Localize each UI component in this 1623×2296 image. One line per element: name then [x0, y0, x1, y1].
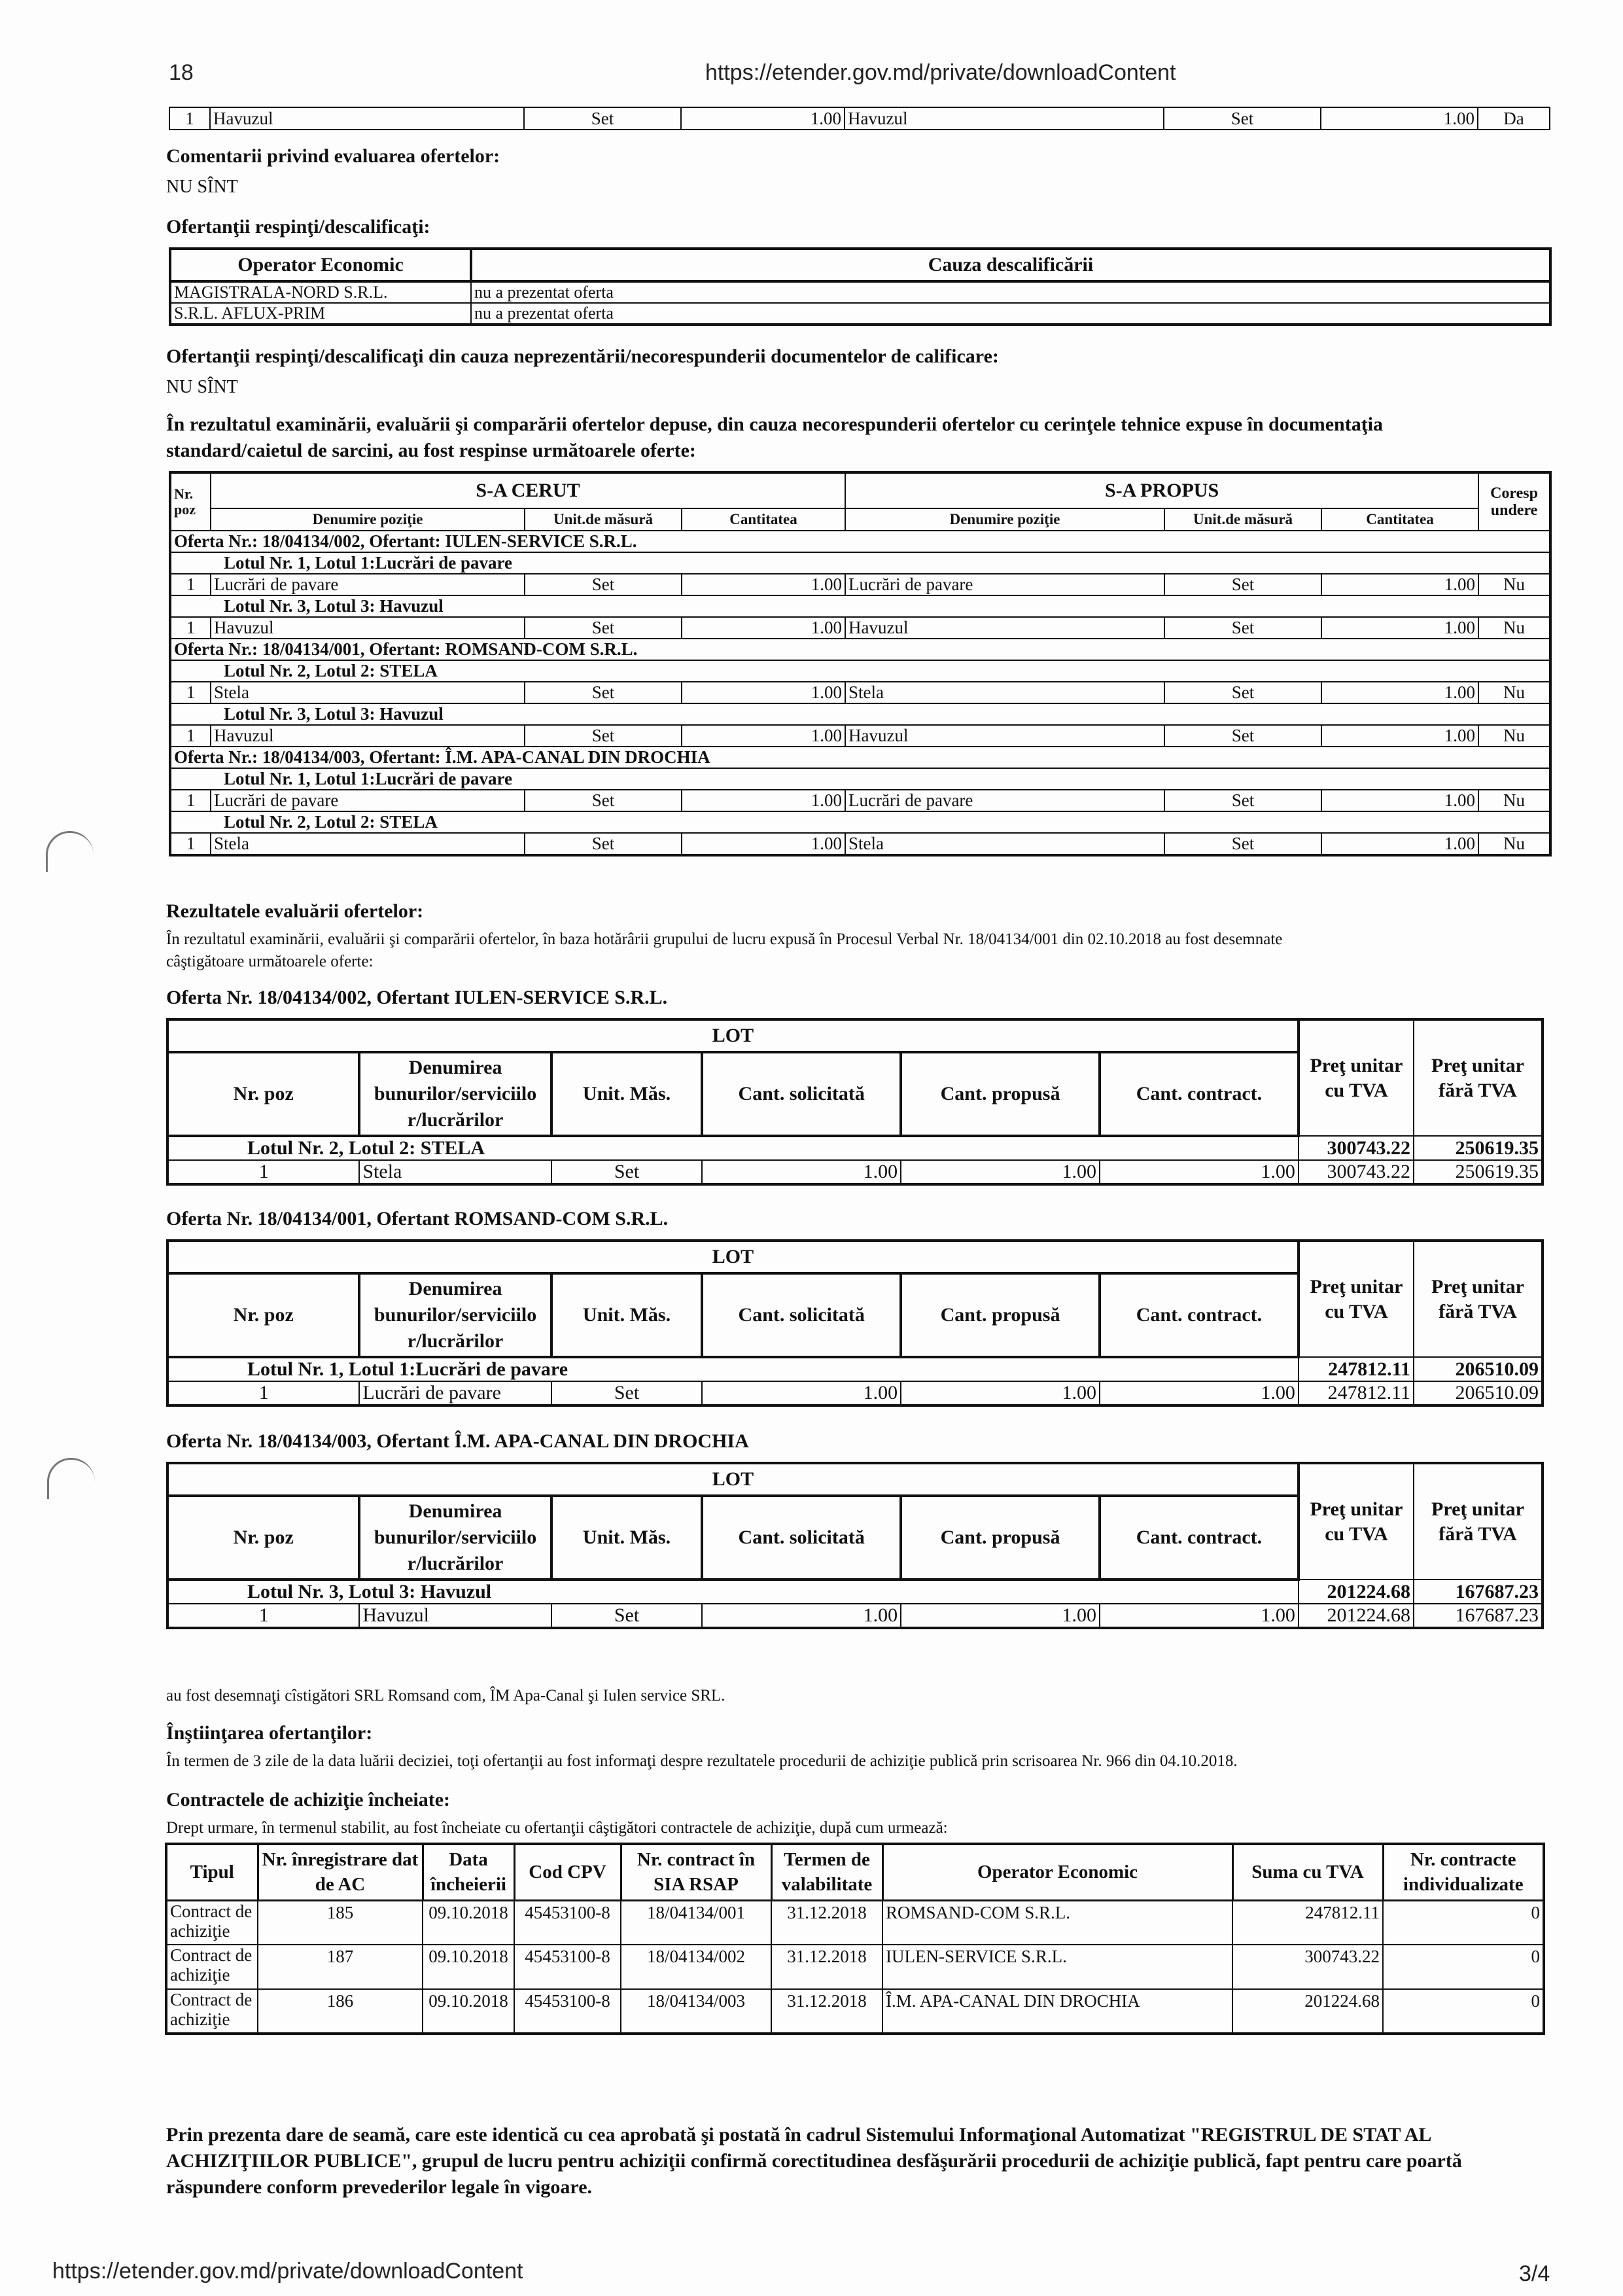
unit-mas-header: Unit. Măs. — [551, 1496, 703, 1580]
tech-cell-nr: 1 — [170, 617, 211, 639]
tech-h-um1: Unit.de măsură — [525, 508, 682, 531]
rejected-col-cause: Cauza descalificării — [471, 249, 1550, 281]
item-cant-sol: 1.00 — [702, 1381, 901, 1405]
item-cant-prop: 1.00 — [901, 1381, 1100, 1405]
contracts-table — [165, 1843, 1545, 2035]
offer-lot-label: Lotul Nr. 3, Lotul 3: Havuzul — [167, 1580, 1299, 1604]
tech-cell-cant-cerut: 1.00 — [682, 833, 845, 855]
contract-cell-nr-inregistrare: 187 — [258, 1945, 423, 1989]
tech-cell-coresp: Nu — [1478, 833, 1550, 855]
cant-contract-header: Cant. contract. — [1100, 1496, 1299, 1580]
tech-cell-um-cerut: Set — [525, 790, 682, 811]
comments-title: Comentarii privind evaluarea ofertelor: — [166, 145, 500, 167]
offer-title: Oferta Nr. 18/04134/001, Ofertant ROMSAND-COM S.R.L. — [166, 1208, 669, 1229]
tech-offer-label: Oferta Nr.: 18/04134/003, Ofertant: Î.M. APA-CANAL DIN DROCHIA — [170, 747, 1550, 768]
contract-row — [166, 1900, 1544, 1945]
tech-cell-coresp: Nu — [1478, 574, 1550, 595]
tech-intro-line2: standard/caietul de sarcini, au fost respinse următoarele oferte: — [166, 440, 696, 461]
offer-lot-label: Lotul Nr. 1, Lotul 1:Lucrări de pavare — [167, 1357, 1299, 1381]
tech-offer-label: Oferta Nr.: 18/04134/001, Ofertant: ROMSAND-COM S.R.L. — [170, 639, 1550, 660]
item-nr: 1 — [167, 1604, 359, 1628]
rejected-cause-1: nu a prezentat oferta — [471, 281, 1550, 303]
final-line3: răspundere conform prevederilor legale în vigoare. — [166, 2176, 593, 2198]
tech-cell-cant-propus: 1.00 — [1321, 725, 1478, 747]
cant-propusa-header: Cant. propusă — [901, 1273, 1100, 1357]
contracts-h-termen: Termen de valabilitate — [771, 1844, 882, 1900]
tech-cell-nr: 1 — [170, 790, 211, 811]
tech-cell-um-propus: Set — [1164, 574, 1321, 595]
tech-cell-um-cerut: Set — [525, 833, 682, 855]
tech-intro-line1: În rezultatul examinării, evaluării şi comparării ofertelor depuse, din cauza necorespunderii ofertelor cu cerinţele tehnice expuse în documentaţia — [166, 414, 1384, 435]
tech-lot-label: Lotul Nr. 2, Lotul 2: STELA — [170, 660, 1550, 682]
item-cant-sol: 1.00 — [702, 1604, 901, 1628]
header-url: https://etender.gov.md/private/downloadContent — [705, 60, 1176, 85]
price-without-vat-header: Preţ unitar fără TVA — [1414, 1019, 1543, 1136]
tech-row — [170, 768, 1550, 790]
item-nr: 1 — [167, 1381, 359, 1405]
item-den: Stela — [359, 1160, 551, 1184]
contracts-h-nr-contract: Nr. contract în SIA RSAP — [621, 1844, 771, 1900]
tech-cell-um-cerut: Set — [525, 617, 682, 639]
cant-solicitata-header: Cant. solicitată — [702, 1273, 901, 1357]
tech-cell-den-propus: Stela — [845, 682, 1164, 703]
tech-lot-label: Lotul Nr. 3, Lotul 3: Havuzul — [170, 595, 1550, 617]
top-row-table — [169, 107, 1550, 130]
contract-cell-cod-cpv: 45453100-8 — [514, 1900, 621, 1945]
contract-cell-nr-contract: 18/04134/003 — [621, 1989, 771, 2034]
comments-text: NU SÎNT — [166, 177, 238, 197]
tech-cell-den-cerut: Stela — [211, 833, 525, 855]
item-um: Set — [551, 1604, 703, 1628]
tech-cell-den-propus: Lucrări de pavare — [845, 790, 1164, 811]
item-den: Lucrări de pavare — [359, 1381, 551, 1405]
item-price-without-vat: 250619.35 — [1414, 1160, 1543, 1184]
contracts-h-nr-contracte-individ: Nr. contracte individualizate — [1383, 1844, 1544, 1900]
tech-row — [170, 639, 1550, 660]
top-den1: Havuzul — [210, 107, 524, 130]
item-um: Set — [551, 1160, 703, 1184]
final-line2: ACHIZIŢIILOR PUBLICE", grupul de lucru pentru achiziţii confirmă corectitudinea desfăşurării procedurii de achiziţie publică, fapt pentru care poartă — [166, 2150, 1462, 2172]
contract-cell-tipul: Contract de achiziţie — [166, 1900, 258, 1945]
cant-contract-header: Cant. contract. — [1100, 1052, 1299, 1136]
tech-h-coresp: Coresp undere — [1478, 472, 1550, 531]
tech-cell-cant-cerut: 1.00 — [682, 725, 845, 747]
notify-title: Înştiinţarea ofertanţilor: — [166, 1722, 373, 1744]
final-line1: Prin prezenta dare de seamă, care este identică cu cea aprobată şi postată în cadrul Sistemului Informaţional Automatizat "REGISTRUL DE STAT AL — [166, 2124, 1432, 2146]
top-um2: Set — [1164, 107, 1321, 130]
cant-propusa-header: Cant. propusă — [901, 1496, 1100, 1580]
tech-cell-nr: 1 — [170, 682, 211, 703]
tech-h-den1: Denumire poziţie — [211, 508, 525, 531]
tech-cell-coresp: Nu — [1478, 725, 1550, 747]
tech-lot-label: Lotul Nr. 1, Lotul 1:Lucrări de pavare — [170, 768, 1550, 790]
top-um1: Set — [524, 107, 681, 130]
footer-page-number: 3/4 — [1519, 2261, 1550, 2286]
tech-cell-um-propus: Set — [1164, 833, 1321, 855]
header-page-number: 18 — [169, 60, 194, 85]
tech-row — [170, 660, 1550, 682]
tech-h-cant2: Cantitatea — [1321, 508, 1478, 531]
notify-text: În termen de 3 zile de la data luării deciziei, toţi ofertanţii au fost informaţi despre rezultatele procedurii de achiziţie publică prin scrisoarea Nr. 966 din 04.10.2018. — [166, 1752, 1238, 1770]
item-cant-prop: 1.00 — [901, 1160, 1100, 1184]
hole-punch-mark-1 — [46, 831, 94, 872]
tech-cell-um-propus: Set — [1164, 790, 1321, 811]
contracts-h-cod-cpv: Cod CPV — [514, 1844, 621, 1900]
contract-cell-termen: 31.12.2018 — [771, 1989, 882, 2034]
results-text2: câştigătoare următoarele oferte: — [166, 953, 374, 970]
winners-text: au fost desemnaţi cîstigători SRL Romsand com, ÎM Apa-Canal şi Iulen service SRL. — [166, 1687, 725, 1704]
contract-row — [166, 1989, 1544, 2034]
footer-url: https://etender.gov.md/private/downloadContent — [52, 2259, 523, 2284]
top-nr: 1 — [169, 107, 210, 130]
tech-lot-label: Lotul Nr. 1, Lotul 1:Lucrări de pavare — [170, 552, 1550, 574]
contract-cell-suma: 300743.22 — [1232, 1945, 1383, 1989]
tech-row — [170, 833, 1550, 855]
tech-cell-nr: 1 — [170, 725, 211, 747]
tech-row — [170, 811, 1550, 833]
item-cant-contr: 1.00 — [1100, 1381, 1299, 1405]
tech-cell-um-propus: Set — [1164, 725, 1321, 747]
denumirea-header: Denumirea bunurilor/serviciilo r/lucrărilor — [359, 1273, 551, 1357]
item-price-with-vat: 201224.68 — [1299, 1604, 1414, 1628]
rejected-op-2: S.R.L. AFLUX-PRIM — [170, 303, 471, 325]
contract-cell-suma: 247812.11 — [1232, 1900, 1383, 1945]
top-cant1: 1.00 — [681, 107, 845, 130]
tech-cell-cant-cerut: 1.00 — [682, 682, 845, 703]
tech-cell-nr: 1 — [170, 833, 211, 855]
rejected-cause-2: nu a prezentat oferta — [471, 303, 1550, 325]
tech-cell-cant-propus: 1.00 — [1321, 682, 1478, 703]
contract-cell-operator: ROMSAND-COM S.R.L. — [882, 1900, 1232, 1945]
price-without-vat-header: Preţ unitar fără TVA — [1414, 1463, 1543, 1580]
rejected-table — [169, 247, 1552, 326]
tech-row — [170, 617, 1550, 639]
contracts-text: Drept urmare, în termenul stabilit, au fost încheiate cu ofertanţii câştigători contractele de achiziţie, după cum urmează: — [166, 1819, 948, 1837]
lot-header: LOT — [167, 1241, 1299, 1273]
offer-lot-label: Lotul Nr. 2, Lotul 2: STELA — [167, 1136, 1299, 1160]
unit-mas-header: Unit. Măs. — [551, 1052, 703, 1136]
lot-price-with-vat: 201224.68 — [1299, 1580, 1414, 1604]
contract-cell-data-incheierii: 09.10.2018 — [423, 1989, 514, 2034]
price-with-vat-header: Preţ unitar cu TVA — [1299, 1019, 1414, 1136]
nr-poz-header: Nr. poz — [167, 1052, 359, 1136]
tech-cell-coresp: Nu — [1478, 790, 1550, 811]
tech-row — [170, 574, 1550, 595]
lot-header: LOT — [167, 1019, 1299, 1052]
price-with-vat-header: Preţ unitar cu TVA — [1299, 1241, 1414, 1357]
contract-cell-tipul: Contract de achiziţie — [166, 1989, 258, 2034]
tech-cell-den-propus: Havuzul — [845, 725, 1164, 747]
rejected-title: Ofertanţii respinţi/descalificaţi: — [166, 216, 430, 238]
item-cant-contr: 1.00 — [1100, 1604, 1299, 1628]
top-coresp: Da — [1478, 107, 1550, 130]
item-price-with-vat: 247812.11 — [1299, 1381, 1414, 1405]
top-den2: Havuzul — [845, 107, 1164, 130]
item-um: Set — [551, 1381, 703, 1405]
tech-row — [170, 747, 1550, 768]
lot-price-without-vat: 167687.23 — [1414, 1580, 1543, 1604]
item-price-with-vat: 300743.22 — [1299, 1160, 1414, 1184]
contract-cell-tipul: Contract de achiziţie — [166, 1945, 258, 1989]
item-price-without-vat: 167687.23 — [1414, 1604, 1543, 1628]
tech-h-cant1: Cantitatea — [682, 508, 845, 531]
tech-row — [170, 725, 1550, 747]
top-cant2: 1.00 — [1321, 107, 1478, 130]
price-without-vat-header: Preţ unitar fără TVA — [1414, 1241, 1543, 1357]
lot-price-without-vat: 206510.09 — [1414, 1357, 1543, 1381]
tech-row — [170, 595, 1550, 617]
offer-table — [166, 1239, 1544, 1407]
contract-cell-termen: 31.12.2018 — [771, 1945, 882, 1989]
contract-cell-nr-contract: 18/04134/001 — [621, 1900, 771, 1945]
lot-header: LOT — [167, 1463, 1299, 1496]
contract-cell-nr-contracte-individ: 0 — [1383, 1900, 1544, 1945]
tech-h-nr: Nr. poz — [170, 472, 211, 531]
tech-cell-den-propus: Havuzul — [845, 617, 1164, 639]
offer-title: Oferta Nr. 18/04134/003, Ofertant Î.M. APA-CANAL DIN DROCHIA — [166, 1430, 749, 1452]
contract-cell-nr-inregistrare: 185 — [258, 1900, 423, 1945]
contract-cell-operator: Î.M. APA-CANAL DIN DROCHIA — [882, 1989, 1232, 2034]
tech-cell-den-propus: Stela — [845, 833, 1164, 855]
tech-cell-den-propus: Lucrări de pavare — [845, 574, 1164, 595]
tech-h-den2: Denumire poziţie — [845, 508, 1164, 531]
rejected-docs-text: NU SÎNT — [166, 377, 238, 397]
price-with-vat-header: Preţ unitar cu TVA — [1299, 1463, 1414, 1580]
contracts-h-nr-inregistrare: Nr. înregistrare dat de AC — [258, 1844, 423, 1900]
tech-cell-den-cerut: Lucrări de pavare — [211, 574, 525, 595]
contract-cell-cod-cpv: 45453100-8 — [514, 1945, 621, 1989]
rejected-col-operator: Operator Economic — [170, 249, 471, 281]
contract-row — [166, 1945, 1544, 1989]
tech-cell-um-cerut: Set — [525, 574, 682, 595]
item-den: Havuzul — [359, 1604, 551, 1628]
item-cant-contr: 1.00 — [1100, 1160, 1299, 1184]
tech-row — [170, 703, 1550, 725]
tech-row — [170, 531, 1550, 552]
contract-cell-data-incheierii: 09.10.2018 — [423, 1900, 514, 1945]
tech-h-cerut: S-A CERUT — [211, 472, 845, 508]
contract-cell-operator: IULEN-SERVICE S.R.L. — [882, 1945, 1232, 1989]
tech-h-propus: S-A PROPUS — [845, 472, 1478, 508]
lot-price-without-vat: 250619.35 — [1414, 1136, 1543, 1160]
tech-cell-cant-propus: 1.00 — [1321, 833, 1478, 855]
contract-cell-termen: 31.12.2018 — [771, 1900, 882, 1945]
tech-cell-coresp: Nu — [1478, 617, 1550, 639]
denumirea-header: Denumirea bunurilor/serviciilo r/lucrărilor — [359, 1052, 551, 1136]
cant-contract-header: Cant. contract. — [1100, 1273, 1299, 1357]
tech-cell-cant-propus: 1.00 — [1321, 790, 1478, 811]
tech-cell-um-propus: Set — [1164, 617, 1321, 639]
cant-solicitata-header: Cant. solicitată — [702, 1052, 901, 1136]
tech-cell-cant-cerut: 1.00 — [682, 790, 845, 811]
contract-cell-nr-contracte-individ: 0 — [1383, 1989, 1544, 2034]
offer-table — [166, 1018, 1544, 1186]
tech-row — [170, 552, 1550, 574]
hole-punch-mark-2 — [47, 1458, 95, 1499]
item-cant-prop: 1.00 — [901, 1604, 1100, 1628]
contract-cell-data-incheierii: 09.10.2018 — [423, 1945, 514, 1989]
item-cant-sol: 1.00 — [702, 1160, 901, 1184]
tech-cell-cant-propus: 1.00 — [1321, 617, 1478, 639]
contracts-title: Contractele de achiziţie încheiate: — [166, 1789, 451, 1810]
item-nr: 1 — [167, 1160, 359, 1184]
nr-poz-header: Nr. poz — [167, 1496, 359, 1580]
denumirea-header: Denumirea bunurilor/serviciilo r/lucrărilor — [359, 1496, 551, 1580]
cant-propusa-header: Cant. propusă — [901, 1052, 1100, 1136]
tech-cell-nr: 1 — [170, 574, 211, 595]
tech-lot-label: Lotul Nr. 2, Lotul 2: STELA — [170, 811, 1550, 833]
contract-cell-nr-inregistrare: 186 — [258, 1989, 423, 2034]
tech-offer-label: Oferta Nr.: 18/04134/002, Ofertant: IULEN-SERVICE S.R.L. — [170, 531, 1550, 552]
tech-cell-den-cerut: Havuzul — [211, 617, 525, 639]
tech-lot-label: Lotul Nr. 3, Lotul 3: Havuzul — [170, 703, 1550, 725]
tech-cell-coresp: Nu — [1478, 682, 1550, 703]
contract-cell-nr-contract: 18/04134/002 — [621, 1945, 771, 1989]
rejected-op-1: MAGISTRALA-NORD S.R.L. — [170, 281, 471, 303]
unit-mas-header: Unit. Măs. — [551, 1273, 703, 1357]
tech-cell-cant-propus: 1.00 — [1321, 574, 1478, 595]
contract-cell-cod-cpv: 45453100-8 — [514, 1989, 621, 2034]
contracts-h-data-incheierii: Data încheierii — [423, 1844, 514, 1900]
contracts-h-operator: Operator Economic — [882, 1844, 1232, 1900]
cant-solicitata-header: Cant. solicitată — [702, 1496, 901, 1580]
tech-h-um2: Unit.de măsură — [1164, 508, 1321, 531]
tech-cell-cant-cerut: 1.00 — [682, 617, 845, 639]
results-text1: În rezultatul examinării, evaluării şi comparării ofertelor, în baza hotărârii grupului de lucru expusă în Procesul Verbal Nr. 18/04134/001 din 02.10.2018 au fost desemnate — [166, 930, 1283, 948]
lot-price-with-vat: 300743.22 — [1299, 1136, 1414, 1160]
tech-cell-den-cerut: Lucrări de pavare — [211, 790, 525, 811]
lot-price-with-vat: 247812.11 — [1299, 1357, 1414, 1381]
contract-cell-nr-contracte-individ: 0 — [1383, 1945, 1544, 1989]
nr-poz-header: Nr. poz — [167, 1273, 359, 1357]
rejected-docs-title: Ofertanţii respinţi/descalificaţi din cauza neprezentării/necorespunderii documentelor de calificare: — [166, 345, 999, 367]
tech-cell-den-cerut: Havuzul — [211, 725, 525, 747]
tech-cell-den-cerut: Stela — [211, 682, 525, 703]
offer-title: Oferta Nr. 18/04134/002, Ofertant IULEN-SERVICE S.R.L. — [166, 987, 668, 1008]
results-title: Rezultatele evaluării ofertelor: — [166, 900, 424, 922]
tech-row — [170, 682, 1550, 703]
contracts-h-suma: Suma cu TVA — [1232, 1844, 1383, 1900]
item-price-without-vat: 206510.09 — [1414, 1381, 1543, 1405]
tech-cell-um-propus: Set — [1164, 682, 1321, 703]
offer-table — [166, 1462, 1544, 1629]
tech-row — [170, 790, 1550, 811]
tech-cell-um-cerut: Set — [525, 725, 682, 747]
tech-cell-um-cerut: Set — [525, 682, 682, 703]
technical-rejection-table — [169, 471, 1552, 857]
contracts-h-tipul: Tipul — [166, 1844, 258, 1900]
contract-cell-suma: 201224.68 — [1232, 1989, 1383, 2034]
tech-cell-cant-cerut: 1.00 — [682, 574, 845, 595]
